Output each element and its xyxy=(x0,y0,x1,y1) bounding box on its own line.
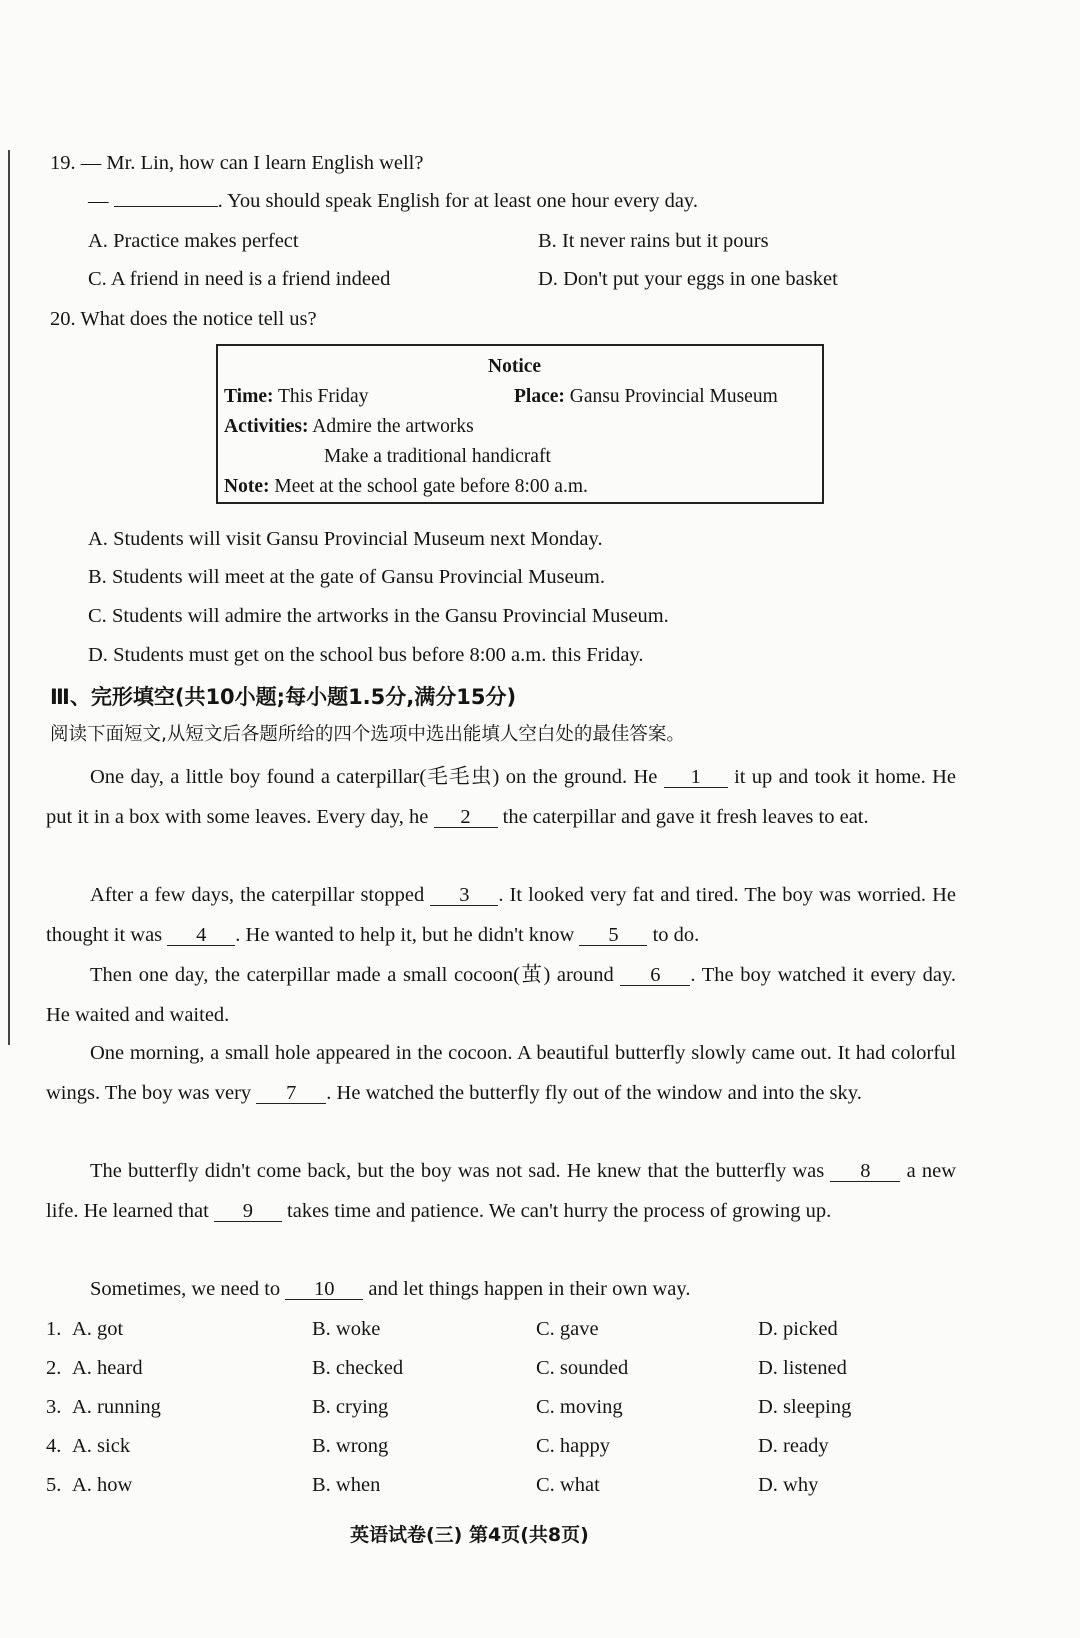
notice-activity-1: Admire the artworks xyxy=(312,416,474,437)
cloze-option-2a[interactable]: A. heard xyxy=(72,1357,143,1379)
option-text: Students will admire the artworks in the Gansu Provincial Museum. xyxy=(111,605,669,627)
cloze-option-1b[interactable]: B. woke xyxy=(312,1318,381,1340)
option-text: Students will visit Gansu Provincial Museum next Monday. xyxy=(113,528,603,550)
option-letter: A. xyxy=(88,230,108,252)
q19-answer-suffix: . You should speak English for at least one hour every day. xyxy=(217,190,698,212)
cloze-blank-10[interactable]: 10 xyxy=(285,1279,363,1300)
cloze-option-5c[interactable]: C. what xyxy=(536,1474,600,1496)
cloze-option-row-2-num: 2. xyxy=(46,1357,62,1379)
passage-text: . The boy watched it every day. He waited and waited. xyxy=(46,964,957,1026)
cloze-option-row-4-num: 4. xyxy=(46,1435,62,1457)
q19-option-b[interactable] xyxy=(538,228,769,254)
q20-option-b[interactable] xyxy=(88,564,605,590)
notice-box xyxy=(216,344,824,504)
q19-option-a[interactable] xyxy=(88,228,299,254)
passage-paragraph-1 xyxy=(46,758,956,837)
option-letter: D. xyxy=(538,268,558,290)
q19-blank[interactable] xyxy=(114,206,218,207)
cloze-blank-5[interactable]: 5 xyxy=(579,925,647,946)
section-instruction: 阅读下面短文,从短文后各题所给的四个选项中选出能填人空白处的最佳答案。 xyxy=(50,724,685,745)
passage-text: . He watched the butterfly fly out of the window and into the sky. xyxy=(326,1081,862,1104)
option-text: Practice makes perfect xyxy=(113,230,299,252)
notice-note-value: Meet at the school gate before 8:00 a.m. xyxy=(274,476,588,497)
binding-margin-line xyxy=(8,150,10,1045)
passage-text: to do. xyxy=(652,923,700,946)
passage-text: takes time and patience. We can't hurry the process of growing up. xyxy=(287,1199,832,1222)
passage-text: Sometimes, we need to xyxy=(90,1278,281,1300)
notice-time xyxy=(224,384,368,410)
q19-question-text: — Mr. Lin, how can I learn English well? xyxy=(80,152,424,174)
passage-text: it up and took it home. He put it in a box with some leaves. Every day, he xyxy=(46,766,957,828)
passage-text: the caterpillar and gave it fresh leaves to eat. xyxy=(502,805,869,828)
cloze-option-5a[interactable]: A. how xyxy=(72,1474,133,1496)
q20-question-text: What does the notice tell us? xyxy=(80,308,317,330)
notice-note xyxy=(224,474,588,500)
q19-question xyxy=(50,150,423,176)
cloze-option-4d[interactable]: D. ready xyxy=(758,1435,829,1457)
option-text: It never rains but it pours xyxy=(561,230,769,252)
passage-paragraph-2 xyxy=(46,876,956,955)
cloze-option-2b[interactable]: B. checked xyxy=(312,1357,404,1379)
cloze-blank-4[interactable]: 4 xyxy=(167,925,235,946)
q20-option-d[interactable] xyxy=(88,642,644,668)
notice-note-label: Note: xyxy=(224,476,270,497)
option-letter: A. xyxy=(88,528,108,550)
notice-activities xyxy=(224,414,474,440)
option-text: Don't put your eggs in one basket xyxy=(563,268,838,290)
notice-place-label: Place: xyxy=(514,386,565,407)
passage-text: After a few days, the caterpillar stopped xyxy=(90,884,425,906)
cloze-option-5d[interactable]: D. why xyxy=(758,1474,819,1496)
option-text: Students must get on the school bus before 8:00 a.m. this Friday. xyxy=(113,644,644,666)
option-letter: C. xyxy=(88,268,107,290)
q20-option-c[interactable] xyxy=(88,603,669,629)
q19-option-d[interactable] xyxy=(538,266,838,292)
passage-text: One morning, a small hole appeared in the cocoon. A beautiful butterfly slowly came out. It had colorful wings. The boy was very xyxy=(46,1042,956,1104)
passage-paragraph-3 xyxy=(46,956,956,1035)
notice-title: Notice xyxy=(488,356,542,377)
cloze-option-2d[interactable]: D. listened xyxy=(758,1357,847,1379)
page-footer: 英语试卷(三) 第4页(共8页) xyxy=(350,1524,589,1546)
notice-place-value: Gansu Provincial Museum xyxy=(569,386,778,407)
cloze-option-1c[interactable]: C. gave xyxy=(536,1318,599,1340)
option-letter: C. xyxy=(88,605,107,627)
passage-paragraph-5 xyxy=(46,1152,956,1231)
notice-activity-2: Make a traditional handicraft xyxy=(324,446,551,467)
q20-question xyxy=(50,306,317,332)
passage-text: Then one day, the caterpillar made a small cocoon(茧) around xyxy=(90,964,614,986)
cloze-option-2c[interactable]: C. sounded xyxy=(536,1357,629,1379)
cloze-blank-2[interactable]: 2 xyxy=(434,807,498,828)
cloze-option-row-1-num: 1. xyxy=(46,1318,62,1340)
notice-place xyxy=(514,384,778,410)
passage-text: . It looked very fat and tired. The boy was worried. He thought it was xyxy=(46,884,956,946)
notice-activities-label: Activities: xyxy=(224,416,309,437)
q20-option-a[interactable] xyxy=(88,526,603,552)
cloze-option-4b[interactable]: B. wrong xyxy=(312,1435,389,1457)
q19-option-c[interactable] xyxy=(88,266,390,292)
cloze-option-1a[interactable]: A. got xyxy=(72,1318,124,1340)
notice-time-value: This Friday xyxy=(278,386,369,407)
cloze-option-3b[interactable]: B. crying xyxy=(312,1396,389,1418)
cloze-blank-7[interactable]: 7 xyxy=(256,1083,326,1104)
option-text: A friend in need is a friend indeed xyxy=(110,268,391,290)
cloze-option-5b[interactable]: B. when xyxy=(312,1474,381,1496)
q19-answer-line xyxy=(88,188,698,214)
section-heading: Ⅲ、完形填空(共10小题;每小题1.5分,满分15分) xyxy=(50,685,517,709)
cloze-option-row-3-num: 3. xyxy=(46,1396,62,1418)
cloze-blank-6[interactable]: 6 xyxy=(620,965,690,986)
passage-text: The butterfly didn't come back, but the boy was not sad. He knew that the butterfly was xyxy=(90,1160,825,1182)
option-letter: B. xyxy=(88,566,107,588)
cloze-blank-3[interactable]: 3 xyxy=(430,885,498,906)
cloze-option-row-5-num: 5. xyxy=(46,1474,62,1496)
cloze-option-4c[interactable]: C. happy xyxy=(536,1435,611,1457)
cloze-blank-8[interactable]: 8 xyxy=(830,1161,900,1182)
cloze-blank-9[interactable]: 9 xyxy=(214,1201,282,1222)
q19-dash: — xyxy=(88,190,109,212)
passage-text: One day, a little boy found a caterpillar(毛毛虫) on the ground. He xyxy=(90,766,658,788)
passage-text: a new life. He learned that xyxy=(46,1160,957,1222)
cloze-option-3a[interactable]: A. running xyxy=(72,1396,161,1418)
option-letter: B. xyxy=(538,230,557,252)
cloze-option-1d[interactable]: D. picked xyxy=(758,1318,838,1340)
cloze-option-3d[interactable]: D. sleeping xyxy=(758,1396,852,1418)
q20-number: 20. xyxy=(50,308,76,330)
option-text: Students will meet at the gate of Gansu Provincial Museum. xyxy=(111,566,605,588)
cloze-option-4a[interactable]: A. sick xyxy=(72,1435,131,1457)
notice-time-label: Time: xyxy=(224,386,274,407)
passage-paragraph-4 xyxy=(46,1034,956,1113)
passage-text: . He wanted to help it, but he didn't know xyxy=(235,923,575,946)
passage-text: and let things happen in their own way. xyxy=(368,1278,691,1300)
passage-paragraph-6 xyxy=(46,1270,956,1310)
cloze-option-3c[interactable]: C. moving xyxy=(536,1396,623,1418)
q19-number: 19. xyxy=(50,152,76,174)
cloze-blank-1[interactable]: 1 xyxy=(664,767,728,788)
option-letter: D. xyxy=(88,644,108,666)
